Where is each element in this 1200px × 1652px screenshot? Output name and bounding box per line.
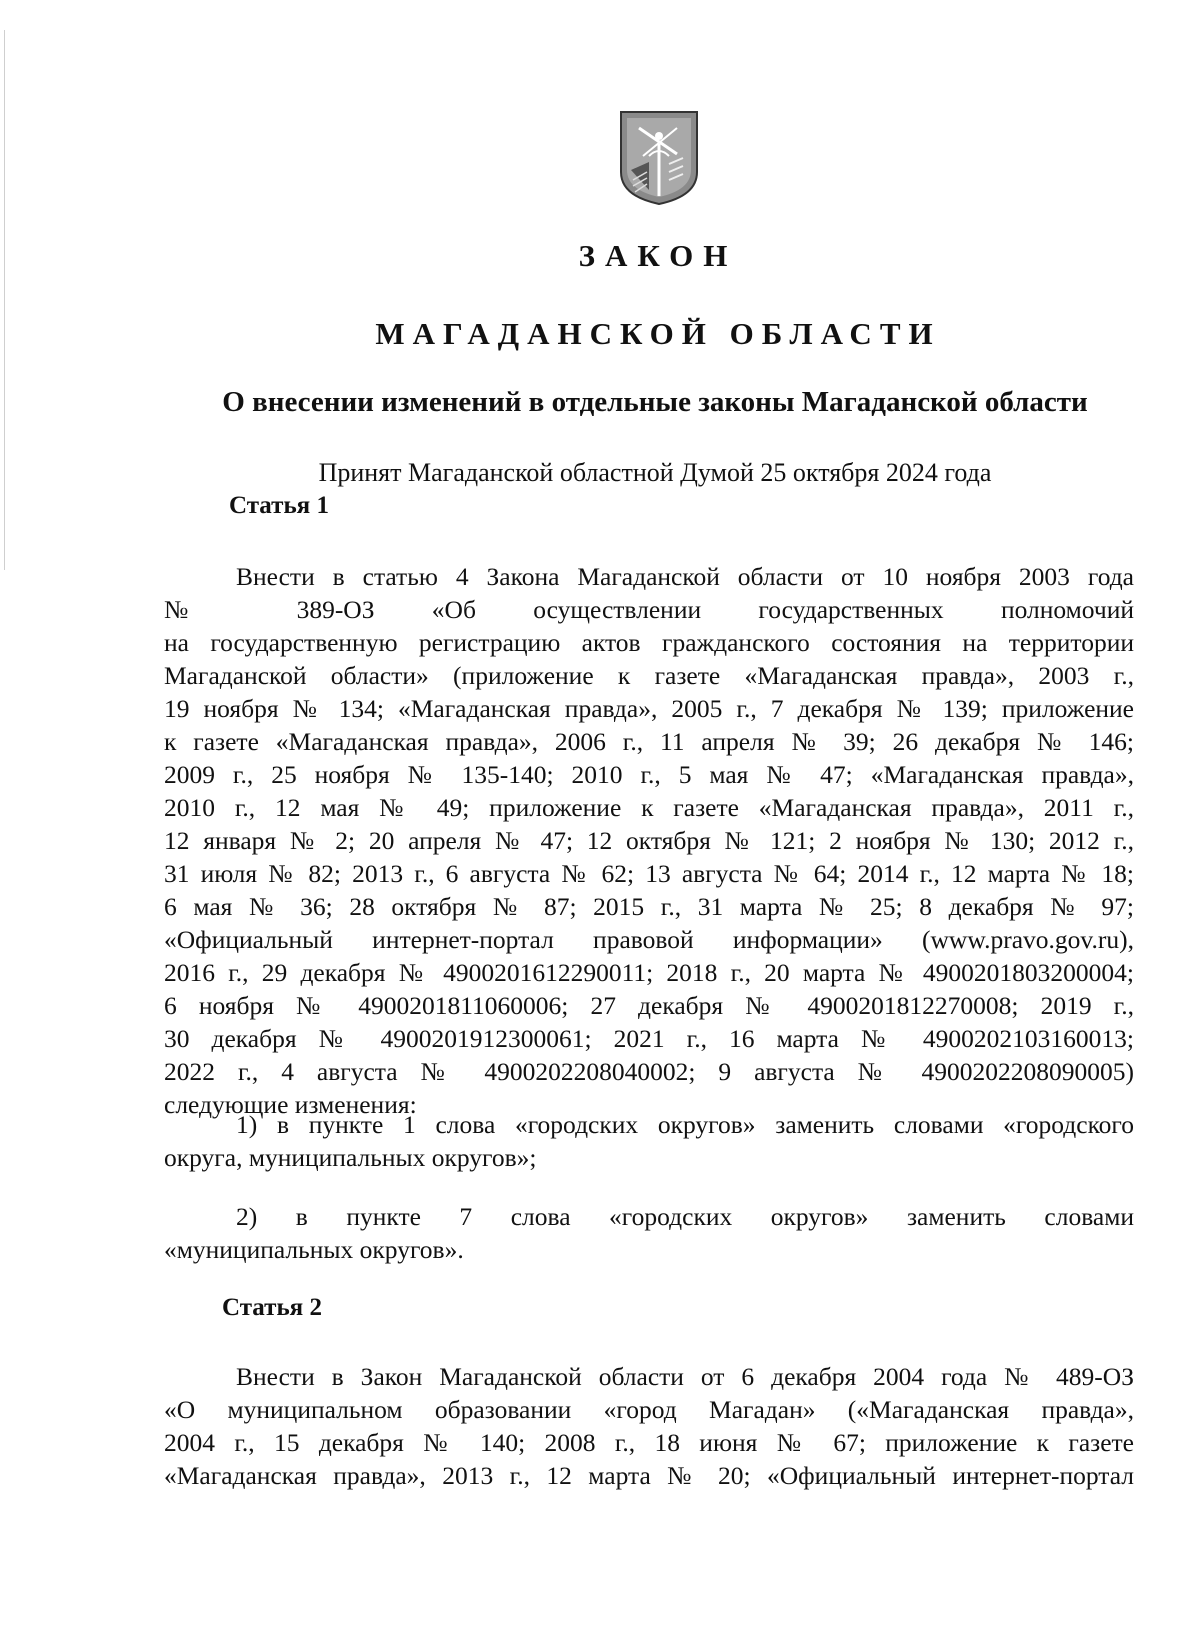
- coat-of-arms-emblem: [619, 110, 699, 206]
- text-line: Внести в Закон Магаданской области от 6 декабря 2004 года № 489-ОЗ: [236, 1362, 1134, 1391]
- text-line: следующие изменения:: [164, 1090, 417, 1119]
- text-line: «Официальный интернет-портал правовой информации» (www.pravo.gov.ru),: [164, 925, 1134, 954]
- text-line: Внести в статью 4 Закона Магаданской области от 10 ноября 2003 года: [236, 562, 1134, 591]
- text-line: 30 декабря № 4900201912300061; 2021 г., 16 марта № 4900202103160013;: [164, 1024, 1134, 1053]
- text-line: округа, муниципальных округов»;: [164, 1143, 537, 1172]
- adoption-line: Принят Магаданской областной Думой 25 октября 2024 года: [318, 458, 992, 487]
- text-line: № 389-ОЗ «Об осуществлении государственных полномочий: [164, 595, 1134, 624]
- text-line: к газете «Магаданская правда», 2006 г., 11 апреля № 39; 26 декабря № 146;: [164, 727, 1134, 756]
- article-1-item-2: [164, 1200, 1134, 1266]
- document-type: ЗАКОН: [578, 238, 738, 273]
- text-line: 12 января № 2; 20 апреля № 47; 12 октября № 121; 2 ноября № 130; 2012 г.,: [164, 826, 1134, 855]
- text-line: 6 ноября № 4900201811060006; 27 декабря № 4900201812270008; 2019 г.,: [164, 991, 1134, 1020]
- law-title: О внесении изменений в отдельные законы Магаданской области: [222, 386, 1088, 418]
- text-line: Магаданской области» (приложение к газете «Магаданская правда», 2003 г.,: [164, 661, 1134, 690]
- text-line: 2) в пункте 7 слова «городских округов» заменить словами: [236, 1202, 1134, 1231]
- text-line: на государственную регистрацию актов гражданского состояния на территории: [164, 628, 1134, 657]
- text-line: 31 июля № 82; 2013 г., 6 августа № 62; 13 августа № 64; 2014 г., 12 марта № 18;: [164, 859, 1134, 888]
- text-line: 2022 г., 4 августа № 4900202208040002; 9 августа № 4900202208090005): [164, 1057, 1134, 1086]
- text-line: 2009 г., 25 ноября № 135-140; 2010 г., 5 мая № 47; «Магаданская правда»,: [164, 760, 1134, 789]
- text-line: 2010 г., 12 мая № 49; приложение к газете «Магаданская правда», 2011 г.,: [164, 793, 1134, 822]
- text-line: «муниципальных округов».: [164, 1235, 464, 1264]
- article-2-text: [164, 1360, 1134, 1492]
- region-name: МАГАДАНСКОЙ ОБЛАСТИ: [375, 316, 941, 351]
- text-line: 19 ноября № 134; «Магаданская правда», 2005 г., 7 декабря № 139; приложение: [164, 694, 1134, 723]
- article-2-heading: Статья 2: [222, 1294, 322, 1321]
- article-1-item-1: [164, 1108, 1134, 1174]
- text-line: 2004 г., 15 декабря № 140; 2008 г., 18 июня № 67; приложение к газете: [164, 1428, 1134, 1457]
- text-line: 2016 г., 29 декабря № 4900201612290011; 2018 г., 20 марта № 4900201803200004;: [164, 958, 1134, 987]
- scan-edge-line: [4, 30, 5, 570]
- text-line: «Магаданская правда», 2013 г., 12 марта № 20; «Официальный интернет-портал: [164, 1461, 1134, 1490]
- text-line: 1) в пункте 1 слова «городских округов» заменить словами «городского: [236, 1110, 1134, 1139]
- article-1-text: [164, 560, 1134, 1121]
- text-line: 6 мая № 36; 28 октября № 87; 2015 г., 31 марта № 25; 8 декабря № 97;: [164, 892, 1134, 921]
- article-1-heading: Статья 1: [229, 492, 329, 519]
- text-line: «О муниципальном образовании «город Магадан» («Магаданская правда»,: [164, 1395, 1134, 1424]
